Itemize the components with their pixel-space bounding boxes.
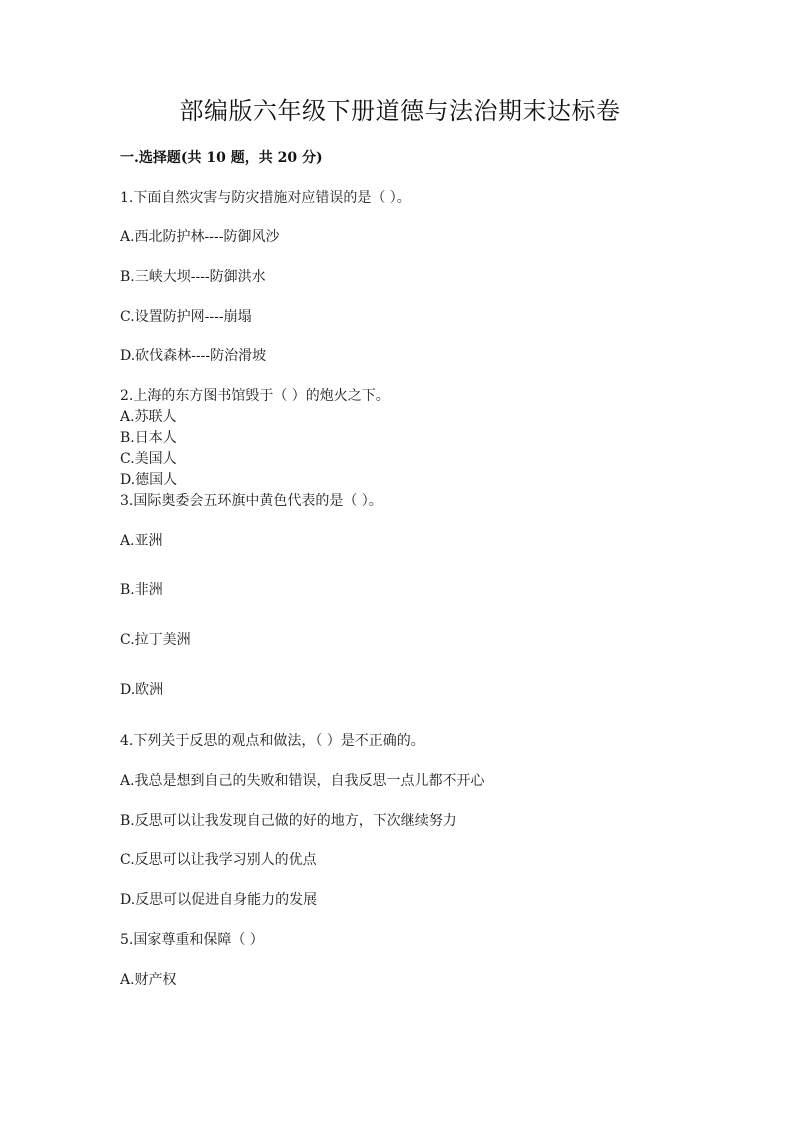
question-2-option-b: B.日本人 xyxy=(120,430,177,446)
question-2-option-d: D.德国人 xyxy=(120,472,178,488)
question-4-option-d: D.反思可以促进自身能力的发展 xyxy=(120,892,318,908)
question-5-option-a: A.财产权 xyxy=(120,972,177,988)
question-3-option-b: B.非洲 xyxy=(120,582,163,598)
section-heading: 一.选择题(共 10 题，共 20 分) xyxy=(120,150,323,166)
question-3-option-d: D.欧洲 xyxy=(120,682,164,698)
question-1-option-c: C.设置防护网----崩塌 xyxy=(120,309,252,325)
question-1-option-b: B.三峡大坝----防御洪水 xyxy=(120,269,266,285)
question-2-option-c: C.美国人 xyxy=(120,451,177,467)
question-4-option-a: A.我总是想到自己的失败和错误，自我反思一点儿都不开心 xyxy=(120,773,485,789)
question-3-option-a: A.亚洲 xyxy=(120,533,163,549)
question-1-stem: 1.下面自然灾害与防灾措施对应错误的是（ ）。 xyxy=(120,190,411,206)
question-1-option-d: D.砍伐森林----防治滑坡 xyxy=(120,348,267,364)
question-3-stem: 3.国际奥委会五环旗中黄色代表的是（ ）。 xyxy=(120,493,383,509)
exam-title: 部编版六年级下册道德与法治期末达标卷 xyxy=(179,97,621,125)
question-4-stem: 4.下列关于反思的观点和做法，（ ）是不正确的。 xyxy=(120,733,425,749)
question-5-stem: 5.国家尊重和保障（ ） xyxy=(120,932,264,948)
question-3-option-c: C.拉丁美洲 xyxy=(120,632,191,648)
question-4-option-c: C.反思可以让我学习别人的优点 xyxy=(120,852,317,868)
question-2-stem: 2.上海的东方图书馆毁于（ ）的炮火之下。 xyxy=(120,388,390,404)
question-4-option-b: B.反思可以让我发现自己做的好的地方，下次继续努力 xyxy=(120,813,457,829)
question-1-option-a: A.西北防护林----防御风沙 xyxy=(120,229,280,245)
question-2-option-a: A.苏联人 xyxy=(120,409,177,425)
